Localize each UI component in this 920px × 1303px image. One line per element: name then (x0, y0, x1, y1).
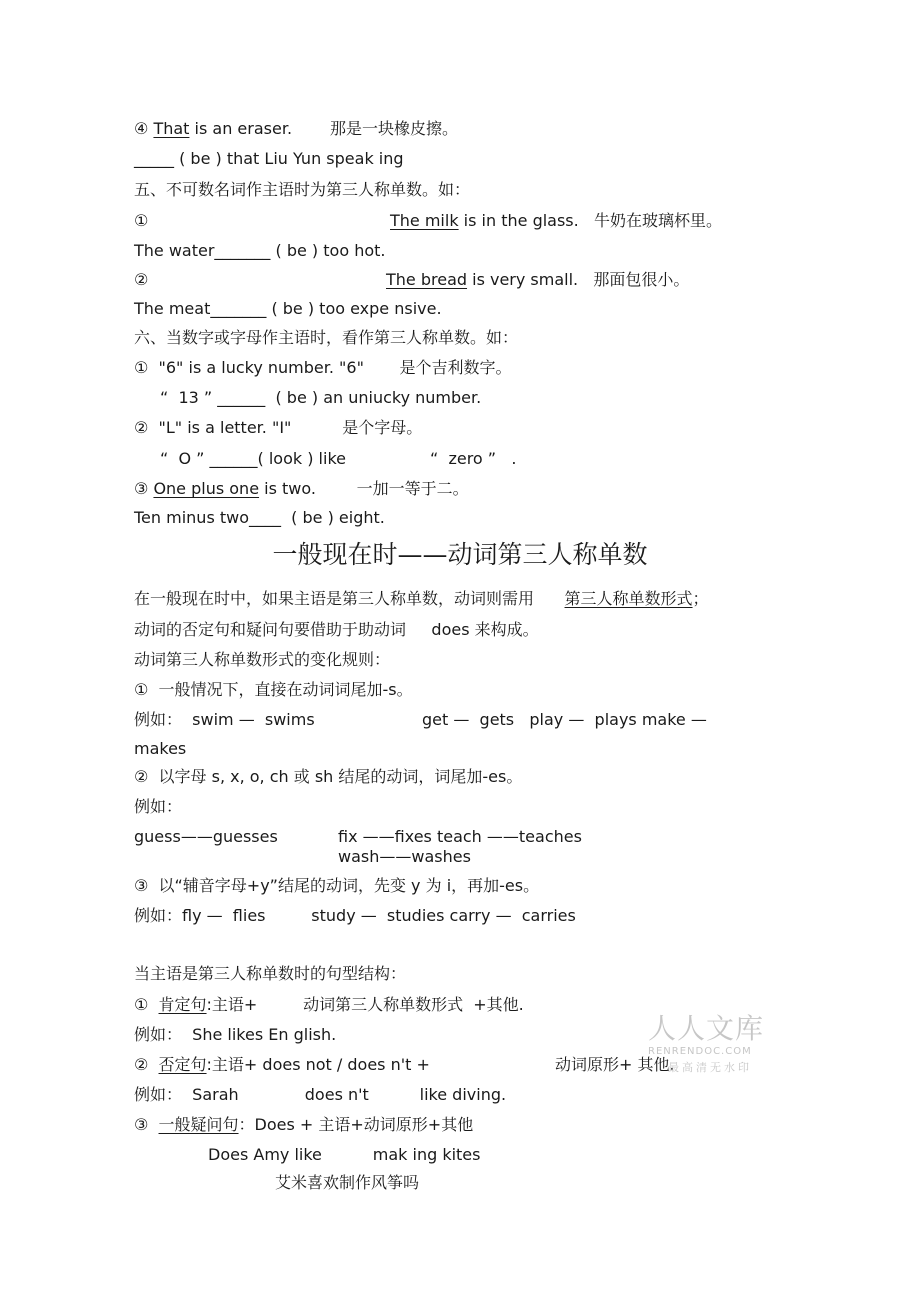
question-structure: ③ 一般疑问句：Does + 主语+动词原形+其他 (134, 1115, 474, 1134)
section-5-heading: 五、不可数名词作主语时为第三人称单数。如： (134, 180, 471, 199)
example-line-one-plus-one: ③ One plus one is two. 一加一等于二。 (134, 479, 469, 498)
example-line-bread: The bread is very small. 那面包很小。 (386, 270, 690, 289)
third-person-form-term: 第三人称单数形式 (564, 589, 693, 608)
subject-that: That (153, 119, 190, 138)
example-line-that-translation: 那是一块橡皮擦。 (330, 119, 459, 138)
question-label: 一般疑问句 (158, 1115, 239, 1134)
affirmative-example: 例如： She likes En glish. (134, 1025, 337, 1044)
circled-number-4: ④ (134, 119, 149, 138)
circled-number-2: ② (134, 270, 149, 289)
rule-2: ② 以字母 s, x, o, ch 或 sh 结尾的动词，词尾加-es。 (134, 767, 523, 786)
circled-number-3-b: ③ (134, 1115, 149, 1134)
subject-the-bread: The bread (386, 270, 468, 289)
example-line-that: ④ That is an eraser. (134, 119, 293, 138)
circled-number-1-b: ① (134, 995, 149, 1014)
rule-1-example-a: 例如： swim — swims (134, 710, 315, 729)
negative-structure: ② 否定句:主语+ does not / does n't + (134, 1055, 430, 1074)
circled-number-2-b: ② (134, 1055, 149, 1074)
sentence-structure-heading: 当主语是第三人称单数时的句型结构： (134, 964, 407, 983)
exercise-line-liu-yun: _____ ( be ) that Liu Yun speak ing (134, 149, 404, 168)
circled-number-1: ① (134, 211, 149, 230)
exercise-line-water: The water_______ ( be ) too hot. (134, 241, 386, 260)
section-6-heading: 六、当数字或字母作主语时，看作第三人称单数。如： (134, 328, 519, 347)
rule-2-example-a: guess——guesses (134, 827, 278, 846)
watermark-logo: 人人文库 (648, 1012, 765, 1045)
negative-label: 否定句 (158, 1055, 207, 1074)
affirmative-structure: ① 肯定句:主语+ 动词第三人称单数形式 +其他. (134, 995, 524, 1014)
watermark-slogan: 最高清无水印 (668, 1061, 752, 1074)
question-example-translation: 艾米喜欢制作风筝吗 (275, 1173, 420, 1192)
rule-2-example-c: wash——washes (338, 847, 471, 866)
exercise-line-meat: The meat_______ ( be ) too expe nsive. (134, 299, 442, 318)
example-line-milk: The milk is in the glass. 牛奶在玻璃杯里。 (390, 211, 722, 230)
rule-3-example: 例如：fly — flies study — studies carry — carries (134, 906, 576, 925)
rule-2-example-label: 例如： (134, 797, 183, 816)
affirmative-label: 肯定句 (158, 995, 207, 1014)
rule-1: ① 一般情况下，直接在动词词尾加-s。 (134, 680, 413, 699)
exercise-line-zero: “ zero ” . (430, 449, 517, 468)
example-line-six: ① "6" is a lucky number. "6" 是个吉利数字。 (134, 358, 512, 377)
subject-one-plus-one: One plus one (153, 479, 260, 498)
rule-3: ③ 以“辅音字母+y”结尾的动词，先变 y 为 i，再加-es。 (134, 876, 540, 895)
rule-1-example-c: makes (134, 739, 187, 758)
section-title: 一般现在时——动词第三人称单数 (272, 540, 648, 569)
watermark-site: RENRENDOC.COM (648, 1046, 752, 1057)
exercise-line-thirteen: “ 13 ” ______ ( be ) an uniucky number. (160, 388, 482, 407)
rule-1-example-b: get — gets play — plays make — (422, 710, 707, 729)
change-rules-heading: 动词第三人称单数形式的变化规则： (134, 650, 391, 669)
rule-intro-line: 在一般现在时中，如果主语是第三人称单数，动词则需用 第三人称单数形式； (134, 589, 709, 608)
subject-the-milk: The milk (390, 211, 459, 230)
circled-number-3: ③ (134, 479, 149, 498)
auxiliary-does-line: 动词的否定句和疑问句要借助于助动词 does 来构成。 (134, 620, 539, 639)
negative-structure-end: 动词原形+ 其他. (555, 1055, 675, 1074)
rule-2-example-b: fix ——fixes teach ——teaches (338, 827, 582, 846)
exercise-line-ten-minus-two: Ten minus two____ ( be ) eight. (134, 508, 385, 527)
question-example: Does Amy like mak ing kites (208, 1145, 481, 1164)
exercise-line-o-like: “ O ” ______( look ) like (160, 449, 346, 468)
example-line-letter-l: ② "L" is a letter. "I" 是个字母。 (134, 418, 423, 437)
negative-example: 例如： Sarah does n't like diving. (134, 1085, 507, 1104)
